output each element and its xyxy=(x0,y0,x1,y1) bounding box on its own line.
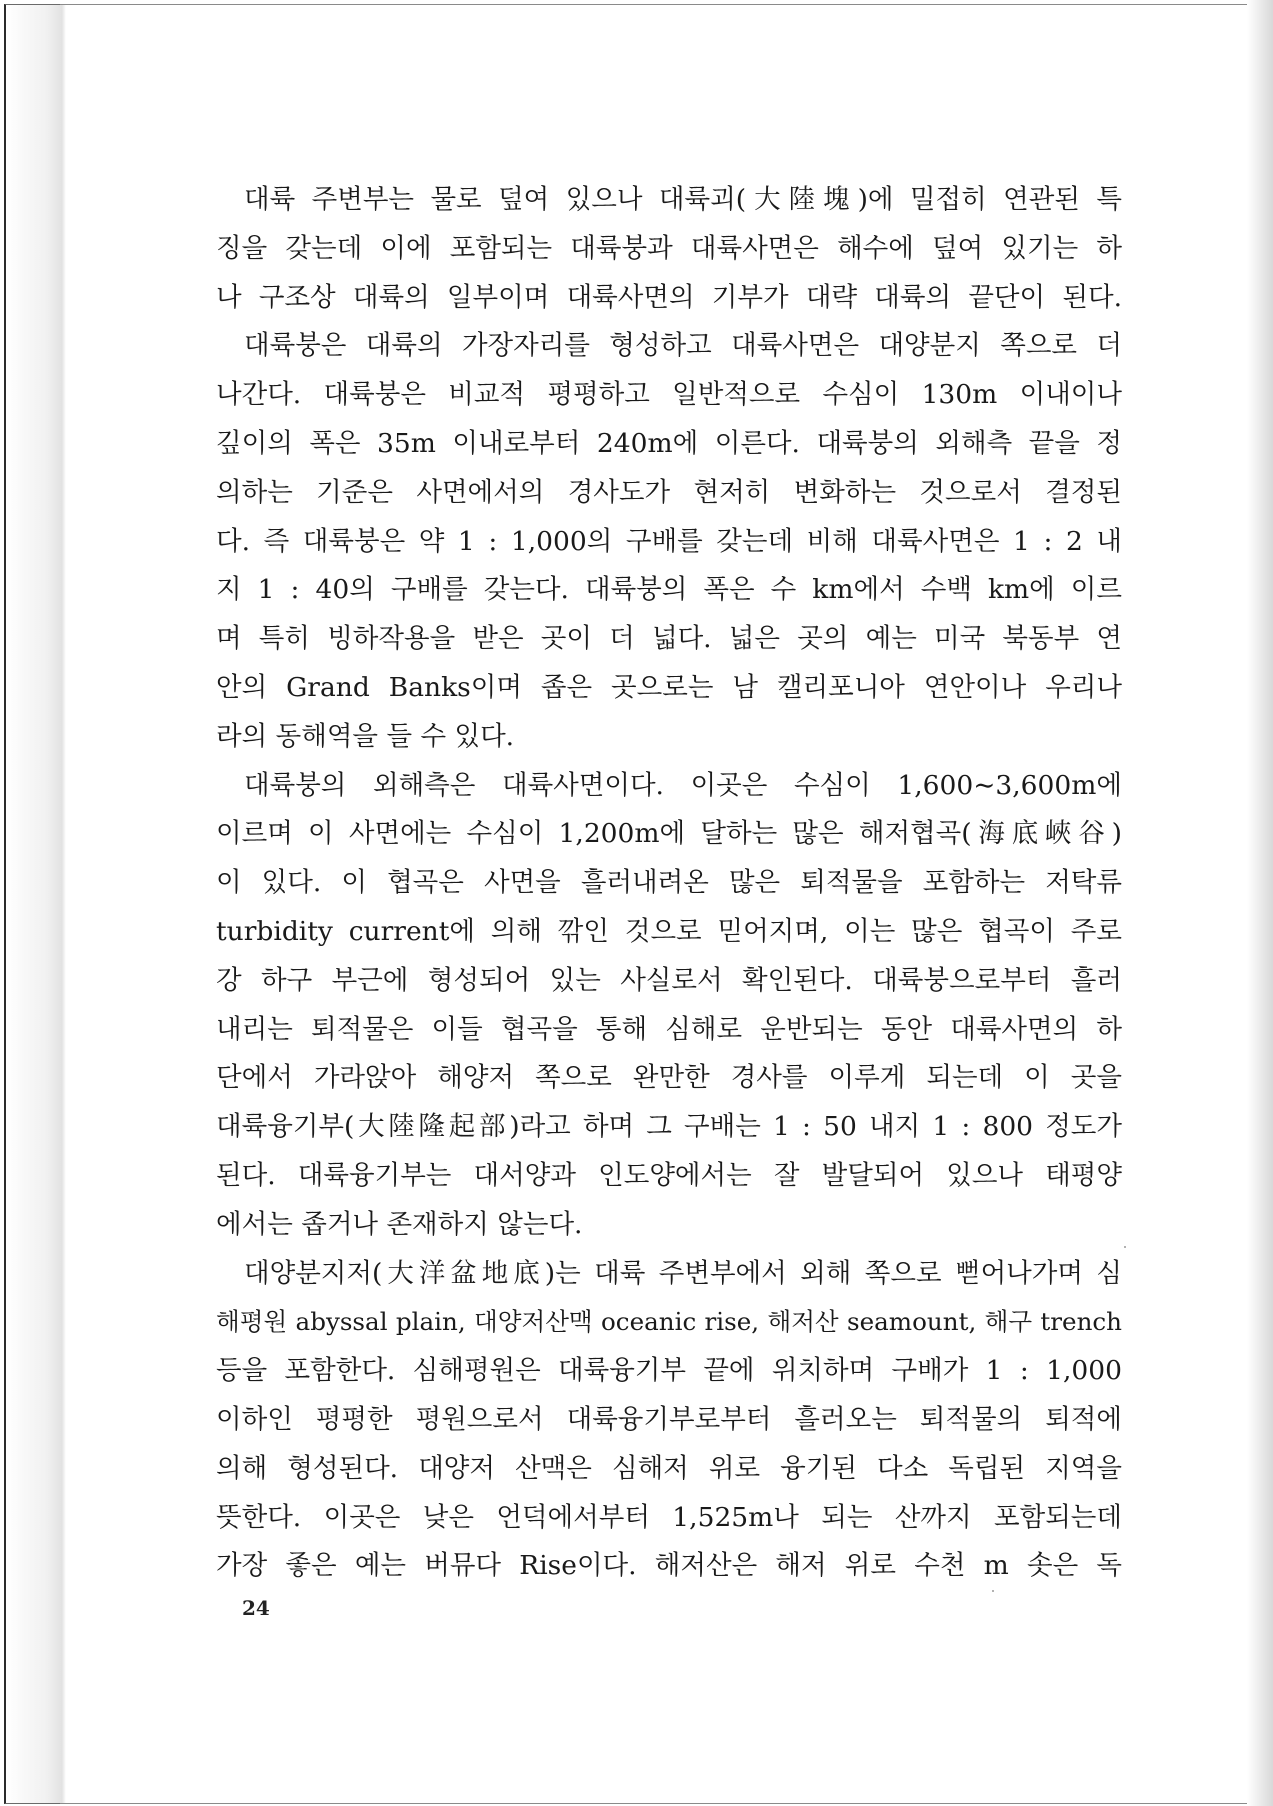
page-bottom-edge xyxy=(60,1803,1247,1804)
page-top-edge xyxy=(60,4,1247,5)
text-line: 라의 동해역을 들 수 있다. xyxy=(216,720,515,752)
text-line: 지 1 : 40의 구배를 갖는다. 대륙붕의 폭은 수 km에서 수백 km에 이르 xyxy=(216,574,1122,606)
text-line: 깊이의 폭은 35m 이내로부터 240m에 이른다. 대륙붕의 외해측 끝을 정 xyxy=(216,427,1122,459)
text-line: 단에서 가라앉아 해양저 쪽으로 완만한 경사를 이루게 되는데 이 곳을 xyxy=(216,1062,1122,1094)
text-line: 된다. 대륙융기부는 대서양과 인도양에서는 잘 발달되어 있으나 태평양 xyxy=(216,1159,1122,1191)
scan-speck xyxy=(992,1590,994,1592)
text-line: 에서는 좁거나 존재하지 않는다. xyxy=(216,1208,583,1240)
scan-speck xyxy=(1124,1246,1126,1248)
text-line: 뜻한다. 이곳은 낮은 언덕에서부터 1,525m나 되는 산까지 포함되는데 xyxy=(216,1501,1122,1533)
text-line: 며 특히 빙하작용을 받은 곳이 더 넓다. 넓은 곳의 예는 미국 북동부 연 xyxy=(216,623,1122,655)
text-line: 다. 즉 대륙붕은 약 1 : 1,000의 구배를 갖는데 비해 대륙사면은 1 : 2 내 xyxy=(216,525,1122,557)
text-line: 안의 Grand Banks이며 좁은 곳으로는 남 캘리포니아 연안이나 우리나 xyxy=(216,671,1122,703)
text-line: 등을 포함한다. 심해평원은 대륙융기부 끝에 위치하며 구배가 1 : 1,000 xyxy=(216,1355,1122,1387)
text-line: 해평원 abyssal plain, 대양저산맥 oceanic rise, 해저산 seamount, 해구 trench xyxy=(216,1307,1122,1337)
text-line: 대륙붕의 외해측은 대륙사면이다. 이곳은 수심이 1,600∼3,600m에 xyxy=(244,769,1122,801)
text-line: 강 하구 부근에 형성되어 있는 사실로서 확인된다. 대륙붕으로부터 흘러 xyxy=(216,964,1122,996)
text-line: 대륙붕은 대륙의 가장자리를 형성하고 대륙사면은 대양분지 쪽으로 더 xyxy=(244,330,1122,362)
text-line: turbidity current에 의해 깎인 것으로 믿어지며, 이는 많은 협곡이 주로 xyxy=(216,915,1122,947)
text-line: 대륙융기부(大陸隆起部)라고 하며 그 구배는 1 : 50 내지 1 : 800 정도가 xyxy=(216,1111,1122,1143)
text-line: 나간다. 대륙붕은 비교적 평평하고 일반적으로 수심이 130m 이내이나 xyxy=(216,379,1122,411)
page-binding-right-edge xyxy=(1247,0,1273,1806)
text-line: 이 있다. 이 협곡은 사면을 흘러내려온 많은 퇴적물을 포함하는 저탁류 xyxy=(216,867,1122,899)
text-line: 의해 형성된다. 대양저 산맥은 심해저 위로 융기된 다소 독립된 지역을 xyxy=(216,1452,1122,1484)
text-line: 내리는 퇴적물은 이들 협곡을 통해 심해로 운반되는 동안 대륙사면의 하 xyxy=(216,1013,1122,1045)
text-line: 가장 좋은 예는 버뮤다 Rise이다. 해저산은 해저 위로 수천 m 솟은 독 xyxy=(216,1550,1122,1582)
text-line: 이하인 평평한 평원으로서 대륙융기부로부터 흘러오는 퇴적물의 퇴적에 xyxy=(216,1403,1122,1435)
page-binding-left-edge xyxy=(4,4,66,1804)
text-line: 대양분지저(大洋盆地底)는 대륙 주변부에서 외해 쪽으로 뻗어나가며 심 xyxy=(244,1257,1122,1289)
text-line: 의하는 기준은 사면에서의 경사도가 현저히 변화하는 것으로서 결정된 xyxy=(216,476,1122,508)
page-number: 24 xyxy=(242,1596,270,1620)
text-line: 이르며 이 사면에는 수심이 1,200m에 달하는 많은 해저협곡(海底峽谷) xyxy=(216,818,1122,850)
text-line: 징을 갖는데 이에 포함되는 대륙붕과 대륙사면은 해수에 덮여 있기는 하 xyxy=(216,232,1122,264)
text-line: 대륙 주변부는 물로 덮여 있으나 대륙괴(大陸塊)에 밀접히 연관된 특 xyxy=(244,184,1122,215)
text-line: 나 구조상 대륙의 일부이며 대륙사면의 기부가 대략 대륙의 끝단이 된다. xyxy=(216,281,1122,313)
body-text xyxy=(216,176,1122,1591)
